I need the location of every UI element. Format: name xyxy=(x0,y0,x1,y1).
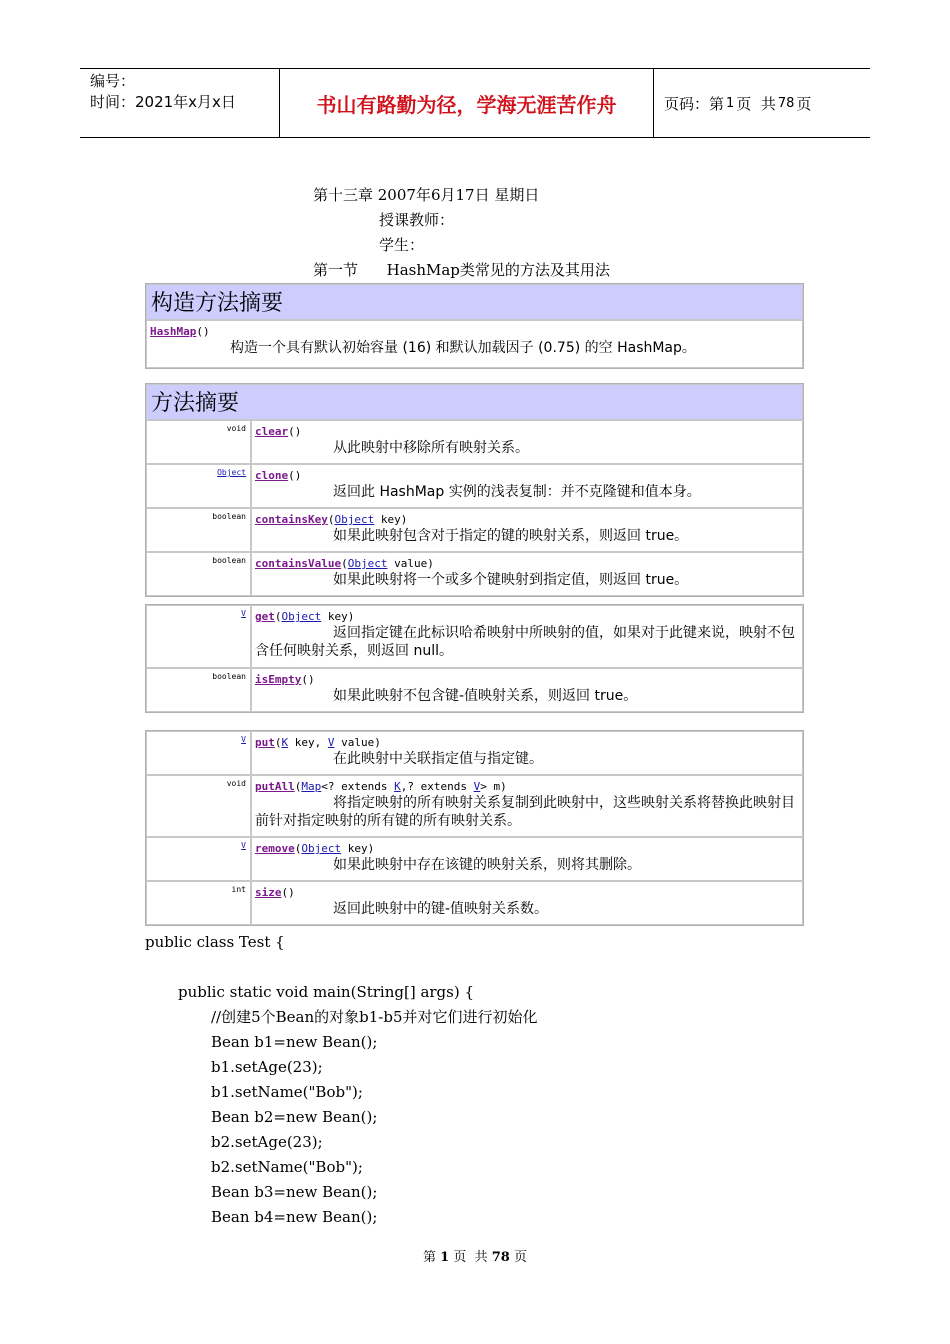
return-type: boolean xyxy=(146,508,251,552)
code-line: Bean b4=new Bean(); xyxy=(211,1208,378,1226)
constructor-desc: 构造一个具有默认初始容量 (16) 和默认加载因子 (0.75) 的空 HashMap。 xyxy=(230,340,696,356)
code-line: Bean b2=new Bean(); xyxy=(211,1108,378,1126)
param-type-link[interactable]: Object xyxy=(301,842,342,855)
method-link-clone[interactable]: clone xyxy=(255,469,289,482)
code-comment: //创建5个Bean的对象b1-b5并对它们进行初始化 xyxy=(211,1008,538,1026)
method-desc: 将指定映射的所有映射关系复制到此映射中，这些映射关系将替换此映射目前针对指定映射的所有键的所有映射关系。 xyxy=(255,795,795,829)
return-type: void xyxy=(146,420,251,464)
return-type-link[interactable]: V xyxy=(241,609,246,618)
method-desc: 如果此映射不包含键-值映射关系，则返回 true。 xyxy=(333,688,638,704)
code-line: b2.setName("Bob"); xyxy=(211,1158,363,1176)
page-header xyxy=(80,68,870,138)
method-desc: 如果此映射包含对于指定的键的映射关系，则返回 true。 xyxy=(333,528,689,544)
return-type: int xyxy=(146,881,251,925)
method-desc: 返回此映射中的键-值映射关系数。 xyxy=(333,901,549,917)
method-desc: 从此映射中移除所有映射关系。 xyxy=(333,440,529,456)
param-type-link[interactable]: K xyxy=(394,780,401,793)
method-link-putall[interactable]: putAll xyxy=(255,780,295,793)
number-label: 编号： xyxy=(90,72,136,90)
code-line: b1.setName("Bob"); xyxy=(211,1083,363,1101)
method-link-put[interactable]: put xyxy=(255,736,275,749)
section-line: 第一节 HashMap类常见的方法及其用法 xyxy=(313,261,610,279)
footer-page-total: 78 xyxy=(491,1250,510,1265)
constructor-link[interactable]: HashMap xyxy=(150,325,197,338)
page-current: 1 xyxy=(726,95,735,111)
return-type-link[interactable]: V xyxy=(241,735,246,744)
page-total: 78 xyxy=(777,95,795,111)
return-type: void xyxy=(146,775,251,837)
method-summary-table-2: V get(Object key) 返回指定键在此标识哈希映射中所映射的值，如果对于此键来说，映射不包含任何映射关系，则返回 null。 boolean isEmpty() 如果此映射不包含键-值映射关系，则返回 true。 xyxy=(145,604,804,713)
method-desc: 如果此映射将一个或多个键映射到指定值，则返回 true。 xyxy=(333,572,689,588)
chapter-line: 第十三章 2007年6月17日 星期日 xyxy=(313,186,540,204)
return-type: boolean xyxy=(146,668,251,712)
motto: 书山有路勤为径，学海无涯苦作舟 xyxy=(280,69,654,137)
method-desc: 如果此映射中存在该键的映射关系，则将其删除。 xyxy=(333,857,641,873)
return-type-link[interactable]: V xyxy=(241,841,246,850)
method-desc: 在此映射中关联指定值与指定键。 xyxy=(333,751,543,767)
code-line: Bean b1=new Bean(); xyxy=(211,1033,378,1051)
param-type-link[interactable]: Object xyxy=(281,610,322,623)
method-summary-table: 方法摘要 void clear() 从此映射中移除所有映射关系。 Object clone() 返回此 HashMap 实例的浅表复制：并不克隆键和值本身。 boolean containsKey(Object key) 如果此映射包含对于指定的键的映射关系，则返回 true。 boolean containsValue(Object value) 如果此映射将一个或多个键映射到指定值，则返回 true。 xyxy=(145,383,804,597)
code-line: Bean b3=new Bean(); xyxy=(211,1183,378,1201)
method-link-get[interactable]: get xyxy=(255,610,275,623)
code-line: public static void main(String[] args) { xyxy=(178,983,475,1001)
method-link-isempty[interactable]: isEmpty xyxy=(255,673,302,686)
header-left xyxy=(80,69,280,137)
code-line: b2.setAge(23); xyxy=(211,1133,323,1151)
constructor-summary-title: 构造方法摘要 xyxy=(146,284,803,320)
method-desc: 返回指定键在此标识哈希映射中所映射的值，如果对于此键来说，映射不包含任何映射关系，则返回 null。 xyxy=(255,625,795,659)
param-type-link[interactable]: K xyxy=(281,736,289,749)
code-line: public class Test { xyxy=(145,933,285,951)
method-link-remove[interactable]: remove xyxy=(255,842,295,855)
method-link-clear[interactable]: clear xyxy=(255,425,289,438)
page-footer: 第 1 页 共 78 页 xyxy=(423,1250,527,1265)
method-link-containsvalue[interactable]: containsValue xyxy=(255,557,342,570)
return-type: boolean xyxy=(146,552,251,596)
method-link-containskey[interactable]: containsKey xyxy=(255,513,328,526)
param-type-link[interactable]: V xyxy=(473,780,481,793)
student-line: 学生： xyxy=(379,236,425,254)
page-indicator: 页码：第 1 页 共 78 页 xyxy=(664,94,812,113)
method-summary-title: 方法摘要 xyxy=(146,384,803,420)
return-type-link[interactable]: Object xyxy=(217,468,246,477)
param-type-link[interactable]: V xyxy=(327,736,335,749)
footer-page-current: 1 xyxy=(440,1250,450,1265)
date-label: 时间：2021年x月x日 xyxy=(90,93,236,111)
method-desc: 返回此 HashMap 实例的浅表复制：并不克隆键和值本身。 xyxy=(333,484,701,500)
teacher-line: 授课教师： xyxy=(379,211,455,229)
constructor-summary-table: 构造方法摘要 HashMap() 构造一个具有默认初始容量 (16) 和默认加载因子 (0.75) 的空 HashMap。 xyxy=(145,283,804,369)
param-type-link[interactable]: Map xyxy=(301,780,322,793)
param-type-link[interactable]: Object xyxy=(334,513,375,526)
method-summary-table-3: V put(K key, V value) 在此映射中关联指定值与指定键。 void putAll(Map<? extends K,? extends V> m) 将指定映射的所有映射关系复制到此映射中，这些映射关系将替换此映射目前针对指定映射的所有键的所有映射关系。 V remove(Object key) 如果此映射中存在该键的映射关系，则将其删除。 int size() 返回此映射中的键-值映射关系数。 xyxy=(145,730,804,926)
method-link-size[interactable]: size xyxy=(255,886,282,899)
param-type-link[interactable]: Object xyxy=(347,557,388,570)
code-line: b1.setAge(23); xyxy=(211,1058,323,1076)
